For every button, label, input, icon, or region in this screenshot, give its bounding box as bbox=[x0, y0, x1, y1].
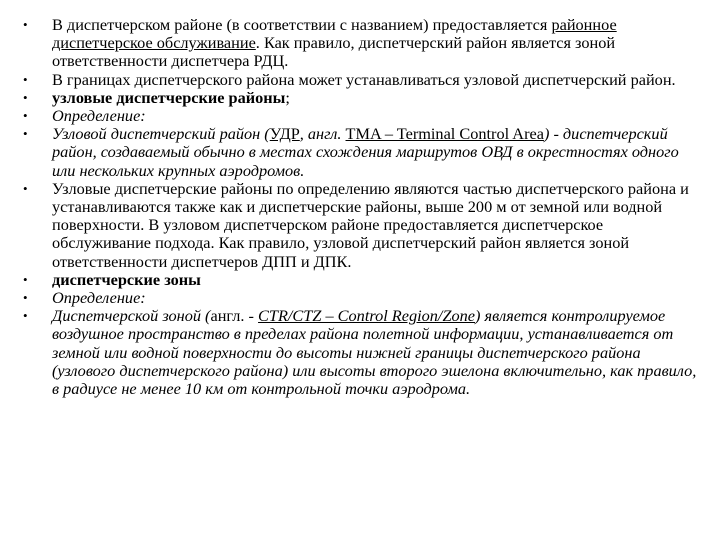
list-item bbox=[0, 125, 720, 180]
bullet-icon: • bbox=[23, 271, 28, 287]
term-tma: TMA – Terminal Control Area bbox=[345, 124, 544, 144]
definition-label: Определение: bbox=[52, 288, 146, 308]
bullet-icon: • bbox=[23, 126, 28, 142]
list-item bbox=[0, 180, 720, 271]
bullet-icon: • bbox=[23, 180, 28, 196]
section-heading: узловые диспетчерские районы bbox=[52, 87, 286, 107]
list-item bbox=[0, 71, 720, 89]
section-heading: диспетчерские зоны bbox=[52, 269, 201, 289]
abbr-udr: УДР bbox=[269, 124, 300, 144]
bullet-icon: • bbox=[23, 108, 28, 124]
item-text: В диспетчерском районе (в соответствии с названием) предоставляется районное диспетчерское обслуживание. Как правило, диспетчерский район является зоной ответственности диспетчера РДЦ. bbox=[52, 15, 617, 71]
bullet-icon: • bbox=[23, 17, 28, 32]
list-item bbox=[0, 107, 720, 125]
definition-text: Диспетчерской зоной (англ. - CTR/CTZ – Control Region/Zone) является контролируемое воздушное пространство в пределах района полетной информации, устанавливается от земной или водной поверхности до высоты нижней границы диспетчерского района (узлового диспетчерского района) или высоты второго эшелона включительно, как правило, в радиусе не менее 10 км от контрольной точки аэродрома. bbox=[52, 306, 697, 399]
underlined-term: районное диспетчерское обслуживание bbox=[52, 15, 617, 53]
list-item bbox=[0, 271, 720, 289]
definition-label: Определение: bbox=[52, 106, 146, 126]
list-item bbox=[0, 289, 720, 307]
bullet-list bbox=[0, 16, 720, 398]
list-item bbox=[0, 307, 720, 398]
term-ctr: CTR/CTZ – Control Region/Zone bbox=[258, 306, 476, 326]
list-item bbox=[0, 89, 720, 107]
definition-text: Узловой диспетчерский район (УДР, англ. TMA – Terminal Control Area) - диспетчерский район, создаваемый обычно в местах схождения маршрутов ОВД в окрестностях одного или нескольких крупных аэродромов. bbox=[52, 124, 679, 180]
list-item bbox=[0, 16, 720, 71]
heading-suffix: ; bbox=[285, 87, 290, 107]
bullet-icon: • bbox=[23, 290, 28, 306]
item-text: Узловые диспетчерские районы по определению являются частью диспетчерского района и устанавливаются также как и диспетчерские районы, выше 200 м от земной или водной поверхности. В узловом диспетчерском районе предоставляется диспетчерское обслуживание подхода. Как правило, узловой диспетчерский район является зоной ответственности диспетчеров ДПП и ДПК. bbox=[52, 178, 689, 271]
item-text: В границах диспетчерского района может устанавливаться узловой диспетчерский район. bbox=[52, 69, 676, 89]
bullet-icon: • bbox=[23, 71, 28, 87]
bullet-icon: • bbox=[23, 308, 28, 324]
bullet-icon: • bbox=[23, 89, 28, 105]
